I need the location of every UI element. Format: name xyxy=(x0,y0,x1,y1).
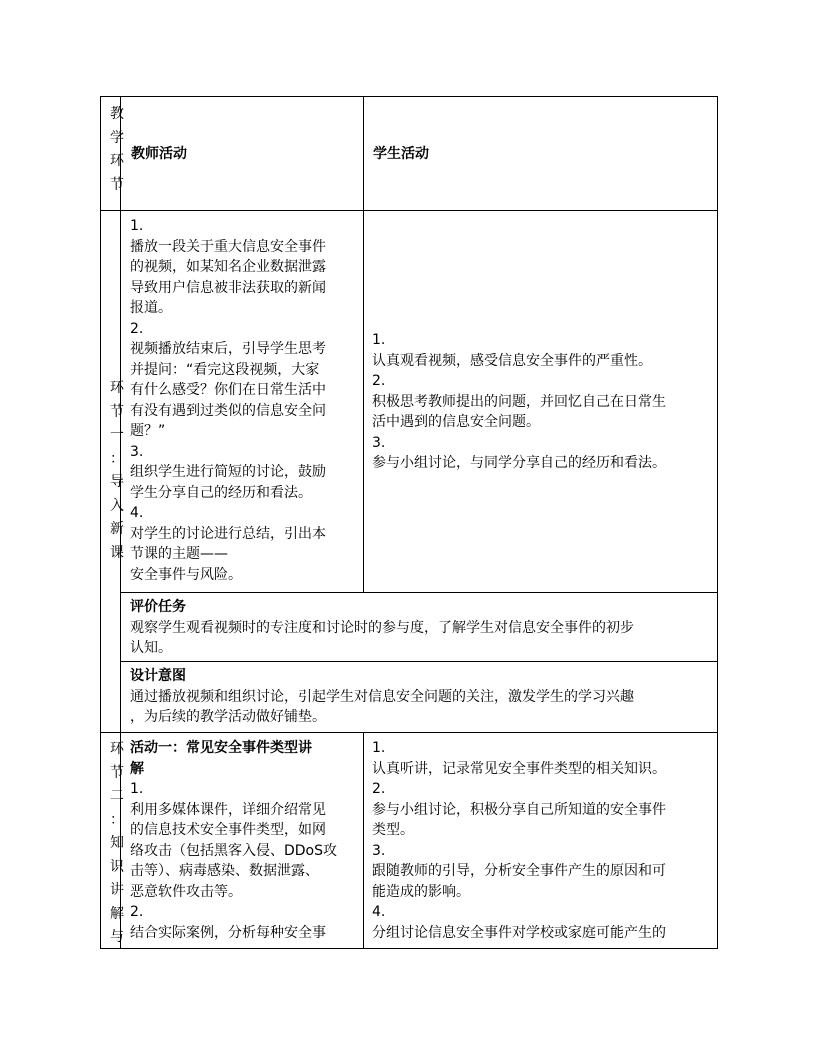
design-line: 通过播放视频和组织讨论，引起学生对信息安全问题的关注，激发学生的学习兴趣 xyxy=(130,688,634,705)
teacher-activity-line: 并提问：“看完这段视频，大家 xyxy=(130,361,320,378)
student-activity-header xyxy=(373,144,429,165)
student-activity-line: 3. xyxy=(372,842,386,859)
stub-char: 解 xyxy=(110,905,124,922)
stub-char: ： xyxy=(110,811,124,828)
teacher-activity-line: 对学生的讨论进行总结，引出本 xyxy=(130,525,326,542)
student-activity-line: 3. xyxy=(372,434,386,451)
teacher-activity-line: 利用多媒体课件，详细介绍常见 xyxy=(130,801,326,818)
teacher-activity-line: 视频播放结束后，引导学生思考 xyxy=(130,341,326,357)
teacher-activity-line: 结合实际案例，分析每种安全事 xyxy=(130,924,326,941)
teacher-activity-line: 1. xyxy=(130,218,144,234)
design-intent-text xyxy=(130,687,714,728)
student-activity-line: 2. xyxy=(372,781,386,797)
student-activity-line: 能造成的影响。 xyxy=(372,883,470,900)
student-activity-line: 跟随教师的引导，分析安全事件产生的原因和可 xyxy=(372,863,666,879)
design-intent-title: 设计意图 xyxy=(130,668,186,684)
teacher-activity-line: 4. xyxy=(130,505,144,521)
row-divider-design xyxy=(120,661,717,662)
student-activity-line: 1. xyxy=(372,332,386,348)
teacher-activity-header xyxy=(131,144,187,165)
teacher-activity-header-text: 教师活动 xyxy=(131,146,187,162)
stub-char: ： xyxy=(110,450,124,467)
student-activity-line: 1. xyxy=(372,740,386,756)
evaluation-line: 观察学生观看视频时的专注度和讨论时的参与度，了解学生对信息安全事件的初步 xyxy=(130,619,634,636)
stub-char: 二 xyxy=(110,788,124,804)
stub-char: 环 xyxy=(110,153,124,169)
student-activity-line: 认真观看视频，感受信息安全事件的严重性。 xyxy=(372,352,652,369)
stub-char: 环 xyxy=(110,380,124,396)
teacher-activity-line: 安全事件与风险。 xyxy=(130,566,242,583)
teacher-activity-line: 学生分享自己的经历和看法。 xyxy=(130,484,312,501)
column-divider-top xyxy=(363,97,364,592)
teacher-activity-line: 有什么感受？你们在日常生活中 xyxy=(130,382,326,398)
teacher-activity-line: 的视频，如某知名企业数据泄露 xyxy=(130,259,326,275)
teacher-activity-line: 节课的主题—— xyxy=(130,546,228,562)
stub-char: 入 xyxy=(110,497,124,514)
row-divider-section2 xyxy=(101,732,717,733)
design-intent-cell xyxy=(130,666,714,728)
section2-teacher-activity xyxy=(130,738,362,948)
student-activity-line: 2. xyxy=(372,373,386,389)
stub-char: 节 xyxy=(110,764,124,781)
teacher-activity-line: 击等）、病毒感染、数据泄露、 xyxy=(130,863,319,879)
evaluation-task-text xyxy=(130,618,714,659)
activity-one-steps xyxy=(130,779,362,943)
stub-char: 新 xyxy=(110,521,124,537)
design-line: ，为后续的教学活动做好铺垫。 xyxy=(130,709,326,725)
section1-teacher-activity xyxy=(130,216,362,585)
stub-char: 节 xyxy=(110,403,124,420)
student-activity-line: 分组讨论信息安全事件对学校或家庭可能产生的 xyxy=(372,924,666,941)
activity-title-line: 解 xyxy=(130,760,144,777)
teacher-activity-line: 的信息技术安全事件类型，如网 xyxy=(130,822,326,838)
activity-one-title xyxy=(130,738,362,779)
stub-char: 与 xyxy=(110,929,124,945)
teacher-activity-line: 组织学生进行简短的讨论，鼓励 xyxy=(130,464,326,480)
row-divider-eval xyxy=(120,592,717,593)
activity-title-line: 活动一：常见安全事件类型讲 xyxy=(130,740,312,756)
header-stub-label xyxy=(110,103,124,197)
stub-char: 节 xyxy=(110,176,124,193)
teacher-activity-line: 2. xyxy=(130,904,144,920)
student-activity-line: 4. xyxy=(372,904,386,920)
teacher-activity-line: 恶意软件攻击等。 xyxy=(130,883,242,900)
stub-char: 环 xyxy=(110,741,124,757)
teacher-activity-line: 题？” xyxy=(130,423,166,439)
teacher-activity-line: 导致用户信息被非法获取的新闻 xyxy=(130,279,326,296)
evaluation-line: 认知。 xyxy=(130,640,172,656)
stub-char: 导 xyxy=(110,474,124,490)
teacher-activity-line: 报道。 xyxy=(130,300,172,316)
student-activity-header-text: 学生活动 xyxy=(373,146,429,162)
teacher-activity-line: 1. xyxy=(130,781,144,797)
stub-char: 识 xyxy=(110,858,124,875)
teacher-activity-line: 络攻击（包括黑客入侵、DDoS攻 xyxy=(130,842,338,859)
student-activity-line: 参与小组讨论，与同学分享自己的经历和看法。 xyxy=(372,455,666,471)
evaluation-task-cell xyxy=(130,597,714,659)
student-activity-line: 活中遇到的信息安全问题。 xyxy=(372,414,540,430)
stub-char: 学 xyxy=(110,129,124,146)
stub-char: 一 xyxy=(110,427,124,443)
lesson-plan-table xyxy=(100,96,718,949)
student-activity-line: 类型。 xyxy=(372,822,414,838)
student-activity-line: 认真听讲，记录常见安全事件类型的相关知识。 xyxy=(372,760,666,777)
evaluation-task-title: 评价任务 xyxy=(130,599,186,615)
teacher-activity-line: 2. xyxy=(130,320,144,337)
column-divider-bottom xyxy=(363,732,364,948)
stub-char: 讲 xyxy=(110,882,124,898)
section1-stub-label xyxy=(110,377,124,565)
row-divider-header xyxy=(101,210,717,211)
section2-stub-label xyxy=(110,738,124,950)
section1-student-activity xyxy=(372,330,716,474)
teacher-activity-line: 播放一段关于重大信息安全事件 xyxy=(130,238,326,255)
student-activity-line: 参与小组讨论，积极分享自己所知道的安全事件 xyxy=(372,801,666,818)
student-activity-line: 积极思考教师提出的问题，并回忆自己在日常生 xyxy=(372,393,666,410)
stub-char: 知 xyxy=(110,835,124,851)
section2-student-activity xyxy=(372,738,716,948)
stub-char: 教 xyxy=(110,106,124,122)
stub-char: 课 xyxy=(110,544,124,561)
teacher-activity-line: 3. xyxy=(130,443,144,460)
teacher-activity-line: 有没有遇到过类似的信息安全问 xyxy=(130,402,326,419)
